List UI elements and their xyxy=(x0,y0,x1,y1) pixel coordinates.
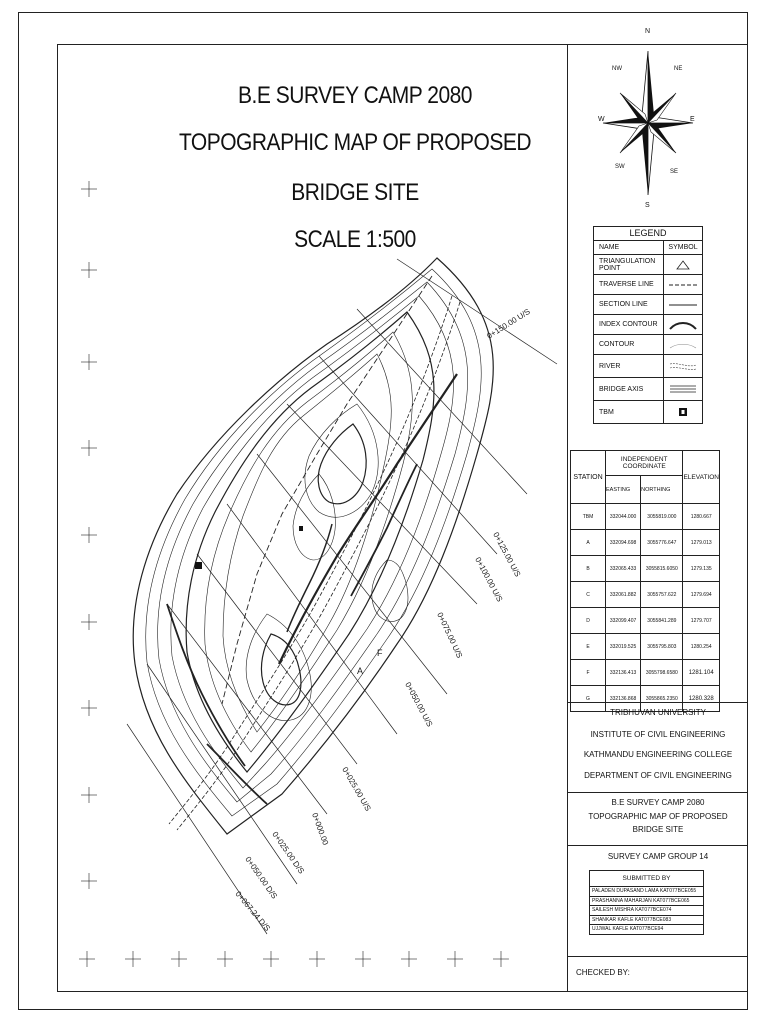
survey-group: SURVEY CAMP GROUP 14 xyxy=(607,852,709,861)
station-id: G xyxy=(571,686,606,712)
station-elevation: 1279.694 xyxy=(683,582,720,608)
contour-lines xyxy=(133,258,493,834)
header-easting: EASTING xyxy=(606,476,641,504)
member-entry: SHANKAR KAFLE KAT077BCE083 xyxy=(590,916,703,926)
title-block-divider xyxy=(567,44,568,992)
tbm-marker xyxy=(195,562,202,569)
station-northing: 3055776.647 xyxy=(641,530,683,556)
legend-title: LEGEND xyxy=(594,227,702,241)
header-elevation: ELEVATION xyxy=(683,451,720,504)
station-label: A xyxy=(357,666,364,676)
sheet-title-line2: TOPOGRAPHIC MAP OF PROPOSED xyxy=(588,812,728,821)
section-label: 0+050.00 U/S xyxy=(403,680,435,729)
member-entry: PRASHANNA MAHARJAN KAT077BCE065 xyxy=(590,897,703,907)
legend-header-name: NAME xyxy=(594,241,664,254)
station-easting: 332061.882 xyxy=(606,582,641,608)
grid-ticks-bottom xyxy=(79,951,509,967)
map-title-line3: BRIDGE SITE xyxy=(291,179,419,206)
section-label: 0+075.00 U/S xyxy=(435,611,465,660)
compass-nw: NW xyxy=(612,66,622,72)
institution-college: KATHMANDU ENGINEERING COLLEGE xyxy=(583,750,733,759)
legend-item-label: SECTION LINE xyxy=(594,295,664,314)
institution-department: DEPARTMENT OF CIVIL ENGINEERING xyxy=(584,771,732,780)
station-id: A xyxy=(571,530,606,556)
section-label: 0+100.00 U/S xyxy=(473,555,505,604)
compass-n: N xyxy=(645,28,651,35)
member-entry: UJJWAL KAFLE KAT077BCE94 xyxy=(592,926,664,932)
section-label: 0+000.00 xyxy=(310,811,331,847)
station-northing: 3055841.289 xyxy=(641,608,683,634)
section-label: 0+150.00 U/S xyxy=(485,307,532,341)
legend-box xyxy=(593,226,703,424)
legend-item-label: TRIANGULATION POINT xyxy=(594,255,664,274)
station-easting: 332099.407 xyxy=(606,608,641,634)
station-id: D xyxy=(571,608,606,634)
station-northing: 3055815.6050 xyxy=(641,556,683,582)
solid-line-icon xyxy=(669,302,697,308)
station-easting: 332065.433 xyxy=(606,556,641,582)
submitted-by-heading: SUBMITTED BY xyxy=(590,871,703,887)
station-easting: 332136.413 xyxy=(606,660,641,686)
map-title-line1: B.E SURVEY CAMP 2080 xyxy=(238,82,472,109)
station-id: C xyxy=(571,582,606,608)
map-title-line2: TOPOGRAPHIC MAP OF PROPOSED xyxy=(178,129,532,156)
triangle-icon xyxy=(676,260,690,270)
thin-curve-icon xyxy=(669,340,697,350)
station-easting: 332044.000 xyxy=(606,504,641,530)
header-station: STATION xyxy=(571,451,606,504)
station-northing: 3055757.622 xyxy=(641,582,683,608)
section-label: 0+125.00 U/S xyxy=(491,530,523,579)
compass-sw: SW xyxy=(615,164,625,170)
station-northing: 3055798.6580 xyxy=(641,660,683,686)
station-elevation: 1281.104 xyxy=(683,660,720,686)
station-elevation: 1280.254 xyxy=(683,634,720,660)
station-coordinate-table xyxy=(570,450,720,712)
header-northing: NORTHING xyxy=(641,476,683,504)
station-id: E xyxy=(571,634,606,660)
legend-item-label: RIVER xyxy=(594,355,664,377)
station-id: TBM xyxy=(571,504,606,530)
compass-se: SE xyxy=(670,169,679,175)
legend-item-label: TBM xyxy=(594,401,664,423)
grid-ticks-left xyxy=(81,181,97,889)
compass-e: E xyxy=(690,116,695,123)
station-elevation: 1280.328 xyxy=(683,686,720,712)
section-label: 0+067.24 D/S xyxy=(233,889,272,933)
sheet-title-line3: BRIDGE SITE xyxy=(632,825,684,834)
section-label-group xyxy=(233,307,531,933)
map-title-scale: SCALE 1:500 xyxy=(294,226,416,253)
member-entry: PALADEN DUPASAND LAMA KAT077BCE055 xyxy=(590,887,703,897)
station-elevation: 1279.135 xyxy=(683,556,720,582)
checked-by-label: CHECKED BY: xyxy=(576,968,630,977)
station-elevation: 1279.707 xyxy=(683,608,720,634)
submitted-by-box xyxy=(589,870,704,935)
station-northing: 3055795.803 xyxy=(641,634,683,660)
station-elevation: 1280.667 xyxy=(683,504,720,530)
legend-item-label: BRIDGE AXIS xyxy=(594,378,664,400)
sheet-title-line1: B.E SURVEY CAMP 2080 xyxy=(611,798,705,807)
legend-item-label: INDEX CONTOUR xyxy=(594,315,664,334)
thick-curve-icon xyxy=(669,320,697,330)
section-label: 0+025.00 U/S xyxy=(340,765,373,813)
station-easting: 332136.868 xyxy=(606,686,641,712)
station-northing: 3055865.2350 xyxy=(641,686,683,712)
header-coordinate: INDEPENDENT COORDINATE xyxy=(606,451,683,476)
station-easting: 332019.525 xyxy=(606,634,641,660)
dashed-line-icon xyxy=(669,282,697,288)
compass-s: S xyxy=(645,202,650,209)
station-id: B xyxy=(571,556,606,582)
river-icon xyxy=(669,361,697,371)
institution-university: TRIBHUVAN UNIVERSITY xyxy=(610,708,706,717)
station-label: F xyxy=(377,648,383,658)
station-id: F xyxy=(571,660,606,686)
compass-rose xyxy=(590,26,710,216)
bridge-axis-icon xyxy=(669,383,697,395)
station-elevation: 1279.013 xyxy=(683,530,720,556)
institution-institute: INSTITUTE OF CIVIL ENGINEERING xyxy=(590,730,726,739)
legend-item-label: CONTOUR xyxy=(594,335,664,354)
section-label: 0+050.00 D/S xyxy=(243,854,279,901)
legend-item-label: TRAVERSE LINE xyxy=(594,275,664,294)
station-northing: 3055819.000 xyxy=(641,504,683,530)
section-label: 0+025.00 D/S xyxy=(270,829,306,876)
tbm-icon xyxy=(678,407,688,417)
member-entry: SAILESH MISHRA KAT077BCE074 xyxy=(590,906,703,916)
compass-w: W xyxy=(598,116,605,123)
station-easting: 332094.698 xyxy=(606,530,641,556)
station-marker-dot xyxy=(299,526,303,531)
legend-header-symbol: SYMBOL xyxy=(668,244,698,251)
compass-ne: NE xyxy=(674,66,683,72)
